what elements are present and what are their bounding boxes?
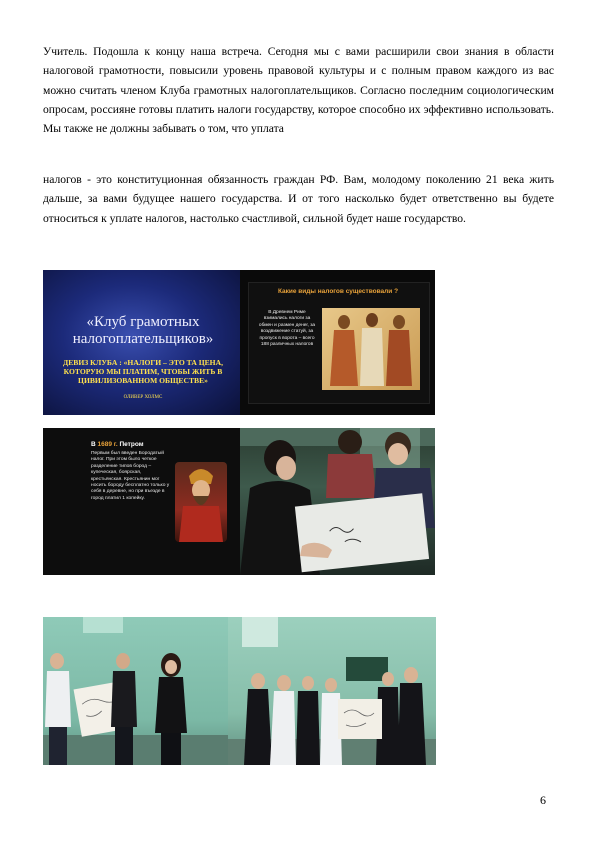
slide-club-motto: ДЕВИЗ КЛУБА : «НАЛОГИ – ЭТО ТА ЦЕНА, КОТОРУЮ МЫ ПЛАТИМ, ЧТОБЫ ЖИТЬ В ЦИВИЛИЗОВАННОМ ОБЩЕСТВЕ» xyxy=(63,358,223,385)
photo-student-group xyxy=(228,617,436,765)
slide-peter-name: Петром xyxy=(119,441,144,448)
photo-students-writing xyxy=(240,428,435,575)
slide-club-title: «Клуб грамотных налогоплательщиков» xyxy=(72,314,214,347)
slide-year: 1689 г. xyxy=(97,441,118,448)
photo-club-title-slide xyxy=(43,270,240,415)
photo-tax-types-slide xyxy=(240,270,435,415)
photo-beard-tax-slide xyxy=(43,428,240,575)
roman-fresco-image xyxy=(322,308,420,390)
slide-rome-text: В Древнем Риме взимались налоги за обмен и размен денег, за воздвижение статуй, за пропуск в ворота – всего 188 различных налогов xyxy=(258,310,316,348)
photo-students-presenting xyxy=(43,617,228,765)
slide-motto-author: ОЛИВЕР ХОЛМС xyxy=(123,395,163,400)
slide-beard-heading xyxy=(91,441,144,448)
page-number: 6 xyxy=(540,793,546,807)
closing-paragraph-2: налогов - это конституционная обязанность граждан РФ. Вам, молодому поколению 21 века жить дальше, за вами будущее нашего государства. И от того насколько будет ответственно вы будете относиться к уплате налогов, настолько счастливой, сильной будет наше государство. xyxy=(43,173,554,225)
closing-paragraph-1: Учитель. Подошла к концу наша встреча. Сегодня мы с вами расширили свои знания в области налоговой грамотности, повысили уровень правовой культуры и с полным правом каждого из вас можно считать членом Клуба грамотных налогоплательщиков. Согласно последним социологическим опросам, россияне готовы платить налоги государству, которое способно их эффективно использовать. Мы также не должны забывать о том, что уплата xyxy=(43,45,554,136)
slide-beard-tax-text: Первым был введен Бородатый налог. При этом было четкое разделение типов бород – купеческая, боярская, крестьянская. Крестьянин мог носить бороду бесплатно только у себя в деревне, но при въезде в город платил 1 копейку. xyxy=(91,451,170,501)
slide-year-prefix: В xyxy=(91,441,96,448)
boyar-portrait-image xyxy=(175,462,227,542)
slide-tax-types-title: Какие виды налогов существовали ? xyxy=(277,288,399,295)
